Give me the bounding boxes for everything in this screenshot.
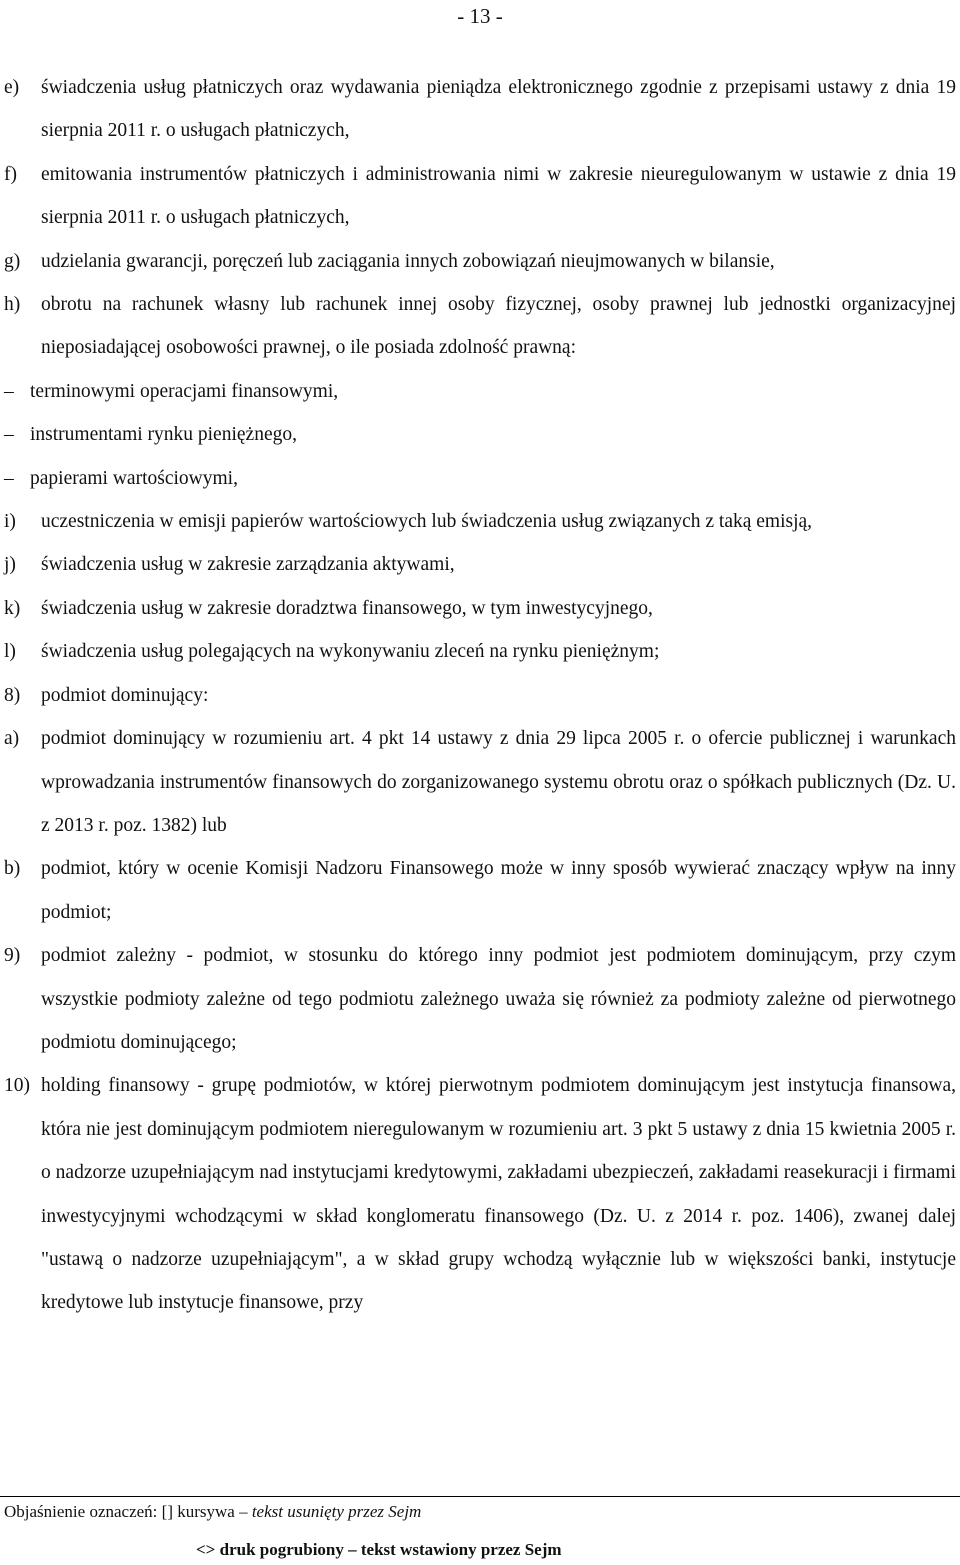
item-text: świadczenia usług w zakresie doradztwa finansowego, w tym inwestycyjnego, — [41, 597, 653, 619]
list-item-a — [4, 717, 956, 847]
italic-hint: [] kursywa — [161, 1502, 235, 1521]
numbered-item-10 — [4, 1064, 956, 1324]
item-text: instrumentami rynku pieniężnego, — [30, 424, 297, 446]
item-marker: k) — [4, 597, 21, 619]
item-marker: 10) — [4, 1075, 30, 1097]
bold-hint: <> druk pogrubiony – tekst wstawiony przez Sejm — [196, 1540, 562, 1559]
item-text: uczestniczenia w emisji papierów wartościowych lub świadczenia usług związanych z taką emisją, — [41, 511, 813, 533]
item-marker: 8) — [4, 684, 21, 706]
item-text: świadczenia usług polegających na wykonywaniu zleceń na rynku pieniężnym; — [41, 641, 660, 663]
item-text: podmiot dominujący: — [41, 684, 209, 706]
page-number: - 13 - — [457, 4, 503, 28]
item-text: świadczenia usług płatniczych oraz wydawania pieniądza elektronicznego zgodnie z przepisami ustawy z dnia 19 sierpnia 2011 r. o usługach płatniczych, — [41, 77, 956, 142]
item-text: świadczenia usług w zakresie zarządzania aktywami, — [41, 554, 455, 576]
list-item-e — [4, 66, 956, 153]
item-marker: i) — [4, 511, 16, 533]
item-marker: j) — [4, 554, 16, 576]
item-marker: h) — [4, 294, 21, 316]
footer-legend — [4, 1502, 421, 1522]
item-text: podmiot dominujący w rozumieniu art. 4 pkt 14 ustawy z dnia 29 lipca 2005 r. o ofercie publicznej i warunkach wprowadzania instrumentów finansowych do zorganizowanego systemu obrotu oraz o spółkach publicznych (Dz. U. z 2013 r. poz. 1382) lub — [41, 728, 956, 836]
list-item-h — [4, 283, 956, 370]
list-item-l — [4, 630, 956, 673]
list-item-b — [4, 847, 956, 934]
item-text: terminowymi operacjami finansowymi, — [30, 380, 339, 402]
item-text: podmiot zależny - podmiot, w stosunku do którego inny podmiot jest podmiotem dominującym, przy czym wszystkie podmioty zależne od tego podmiotu zależnego uważa się również za podmioty zależne od pierwotnego podmiotu dominującego; — [41, 945, 956, 1053]
item-marker: 9) — [4, 945, 21, 967]
numbered-item-9 — [4, 934, 956, 1064]
item-marker: e) — [4, 77, 20, 98]
numbered-item-8 — [4, 674, 956, 717]
item-marker: l) — [4, 641, 16, 663]
dash-marker: – — [4, 424, 14, 446]
item-text: udzielania gwarancji, poręczeń lub zaciągania innych zobowiązań nieujmowanych w bilansie, — [41, 250, 775, 272]
dash-item — [4, 413, 956, 456]
item-text: emitowania instrumentów płatniczych i administrowania nimi w zakresie nieuregulowanym w ustawie z dnia 19 sierpnia 2011 r. o usługach płatniczych, — [41, 163, 956, 229]
item-text: holding finansowy - grupę podmiotów, w której pierwotnym podmiotem dominującym jest instytucja finansowa, która nie jest dominującym podmiotem nieregulowanym w rozumieniu art. 3 pkt 5 ustawy z dnia 15 kwietnia 2005 r. o nadzorze uzupełniającym nad instytucjami kredytowymi, zakładami ubezpieczeń, zakładami reasekuracji i firmami inwestycyjnymi wchodzącymi w skład konglomeratu finansowego (Dz. U. z 2014 r. poz. 1406), zwanej dalej "ustawą o nadzorze uzupełniającym", a w skład grupy wchodzą wyłącznie lub w większości banki, instytucje kredytowe lub instytucje finansowe, przy — [41, 1075, 956, 1314]
dash-marker: – — [4, 467, 14, 489]
footer-divider — [0, 1496, 960, 1497]
item-text: papierami wartościowymi, — [30, 467, 238, 489]
list-item-g — [4, 240, 956, 283]
legend-label: Objaśnienie oznaczeń: — [4, 1502, 158, 1521]
dash-item — [4, 370, 956, 413]
item-text: obrotu na rachunek własny lub rachunek innej osoby fizycznej, osoby prawnej lub jednostki organizacyjnej nieposiadającej osobowości prawnej, o ile posiada zdolność prawną: — [41, 294, 956, 359]
dash-marker: – — [4, 380, 14, 402]
item-marker: a) — [4, 728, 20, 750]
item-marker: g) — [4, 250, 21, 272]
list-item-i — [4, 500, 956, 543]
dash-item — [4, 457, 956, 500]
list-item-f — [4, 153, 956, 240]
item-marker: b) — [4, 858, 21, 880]
list-item-k — [4, 587, 956, 630]
document-body — [4, 66, 956, 1325]
item-marker: f) — [4, 163, 17, 185]
deleted-hint: – tekst usunięty przez Sejm — [239, 1502, 422, 1521]
item-text: podmiot, który w ocenie Komisji Nadzoru Finansowego może w inny sposób wywierać znaczący wpływ na inny podmiot; — [41, 858, 956, 923]
list-item-j — [4, 543, 956, 586]
